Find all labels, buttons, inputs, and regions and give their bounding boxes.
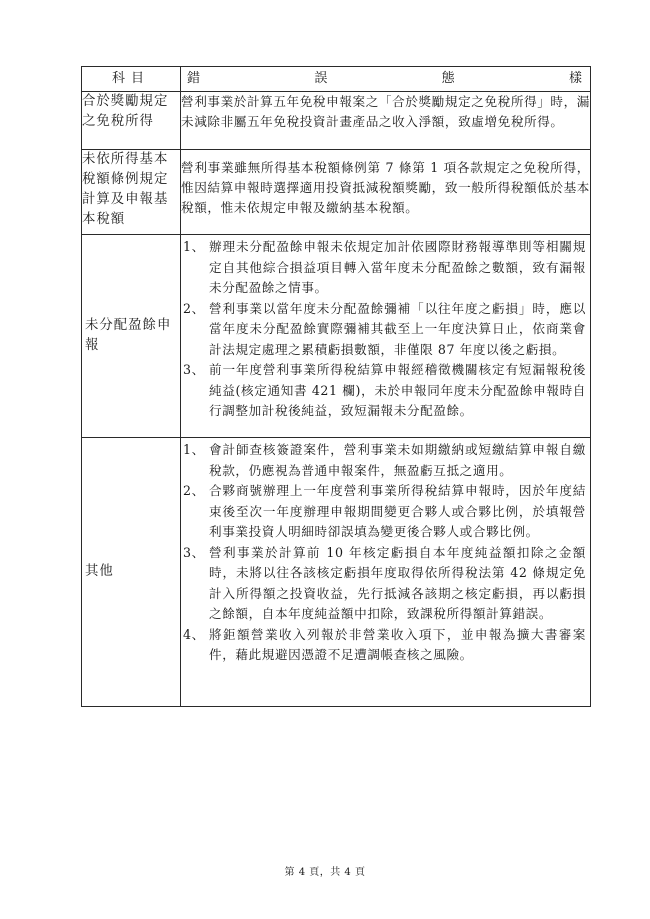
header-char: 誤 <box>314 71 383 86</box>
item-list <box>181 235 590 424</box>
list-item <box>181 543 586 625</box>
row-description <box>181 235 591 438</box>
item-text: 辦理未分配盈餘申報未依規定加計依國際財務報導準則等相關規定自其他綜合損益項目轉入當年度未分配盈餘之數額，致有漏報未分配盈餘之情事。 <box>209 239 586 295</box>
item-text: 營利事業於計算前 10 年核定虧損自本年度純益額扣除之金額時，未將以往各該核定虧損年度取得依所得稅法第 42 條規定免計入所得額之投資收益，先行抵減各該期之核定虧損，再以虧損之餘額，自本年度純益額中扣除，致課稅所得額計算錯誤。 <box>209 544 586 621</box>
header-error-patterns <box>181 67 591 92</box>
row-category: 未依所得基本稅額條例規定計算及申報基本稅額 <box>82 150 181 235</box>
item-number: 3、 <box>183 362 205 377</box>
item-text: 合夥商號辦理上一年度營利事業所得稅結算申報時，因於年度結束後至次一年度辦理申報期間變更合夥人或合夥比例，於填報營利事業投資人明細時卻誤填為變更後合夥人或合夥比例。 <box>209 483 586 539</box>
item-number: 3、 <box>183 544 205 560</box>
row-category: 未分配盈餘申報 <box>82 235 181 438</box>
item-number: 2、 <box>183 300 205 316</box>
table-header-row <box>82 67 591 92</box>
list-item <box>181 360 586 422</box>
item-text: 前一年度營利事業所得稅結算申報經稽徵機關核定有短漏報稅後純益(核定通知書 421 欄)，未於申報同年度未分配盈餘申報時自行調整加計稅後純益，致短漏報未分配盈餘。 <box>209 362 586 418</box>
item-text: 將鉅額營業收入列報於非營業收入項下，並申報為擴大書審案件，藉此規避因憑證不足遭調帳查核之風險。 <box>209 626 586 662</box>
table-row <box>82 150 591 235</box>
error-patterns-table <box>81 66 591 707</box>
item-number: 2、 <box>183 483 205 498</box>
table-row <box>82 438 591 707</box>
table-row <box>82 235 591 438</box>
list-item <box>181 440 586 481</box>
row-category: 其他 <box>82 438 181 707</box>
header-char: 錯 <box>187 71 256 86</box>
item-number: 1、 <box>183 239 205 254</box>
item-list <box>181 438 590 668</box>
row-description: 營利事業於計算五年免稅申報案之「合於獎勵規定之免稅所得」時，漏未減除非屬五年免稅投資計畫產品之收入淨額，致虛增免稅所得。 <box>181 92 591 150</box>
row-category: 合於獎勵規定之免稅所得 <box>82 92 181 150</box>
list-item <box>181 237 586 299</box>
header-subject: 科目 <box>82 67 181 92</box>
row-description: 營利事業雖無所得基本稅額條例第 7 條第 1 項各款規定之免稅所得，惟因結算申報時選擇適用投資抵減稅額獎勵，致一般所得稅額低於基本稅額，惟未依規定申報及繳納基本稅額。 <box>181 150 591 235</box>
list-item <box>181 481 586 543</box>
page-number-footer: 第 4 頁，共 4 頁 <box>284 867 366 878</box>
table-row <box>82 92 591 150</box>
header-char: 態 <box>441 71 510 86</box>
list-item <box>181 625 586 666</box>
list-item <box>181 299 586 361</box>
item-text: 會計師查核簽證案件，營利事業未如期繳納或短繳結算申報自繳稅款，仍應視為普通申報案件，無盈虧互抵之適用。 <box>209 442 586 478</box>
item-number: 1、 <box>183 442 205 457</box>
header-char: 樣 <box>568 71 582 86</box>
item-text: 營利事業以當年度未分配盈餘彌補「以往年度之虧損」時，應以當年度未分配盈餘實際彌補其截至上一年度決算日止，依商業會計法規定處理之累積虧損數額，非僅限 87 年度以後之虧損。 <box>209 300 586 357</box>
item-number: 4、 <box>183 626 205 642</box>
row-description <box>181 438 591 707</box>
